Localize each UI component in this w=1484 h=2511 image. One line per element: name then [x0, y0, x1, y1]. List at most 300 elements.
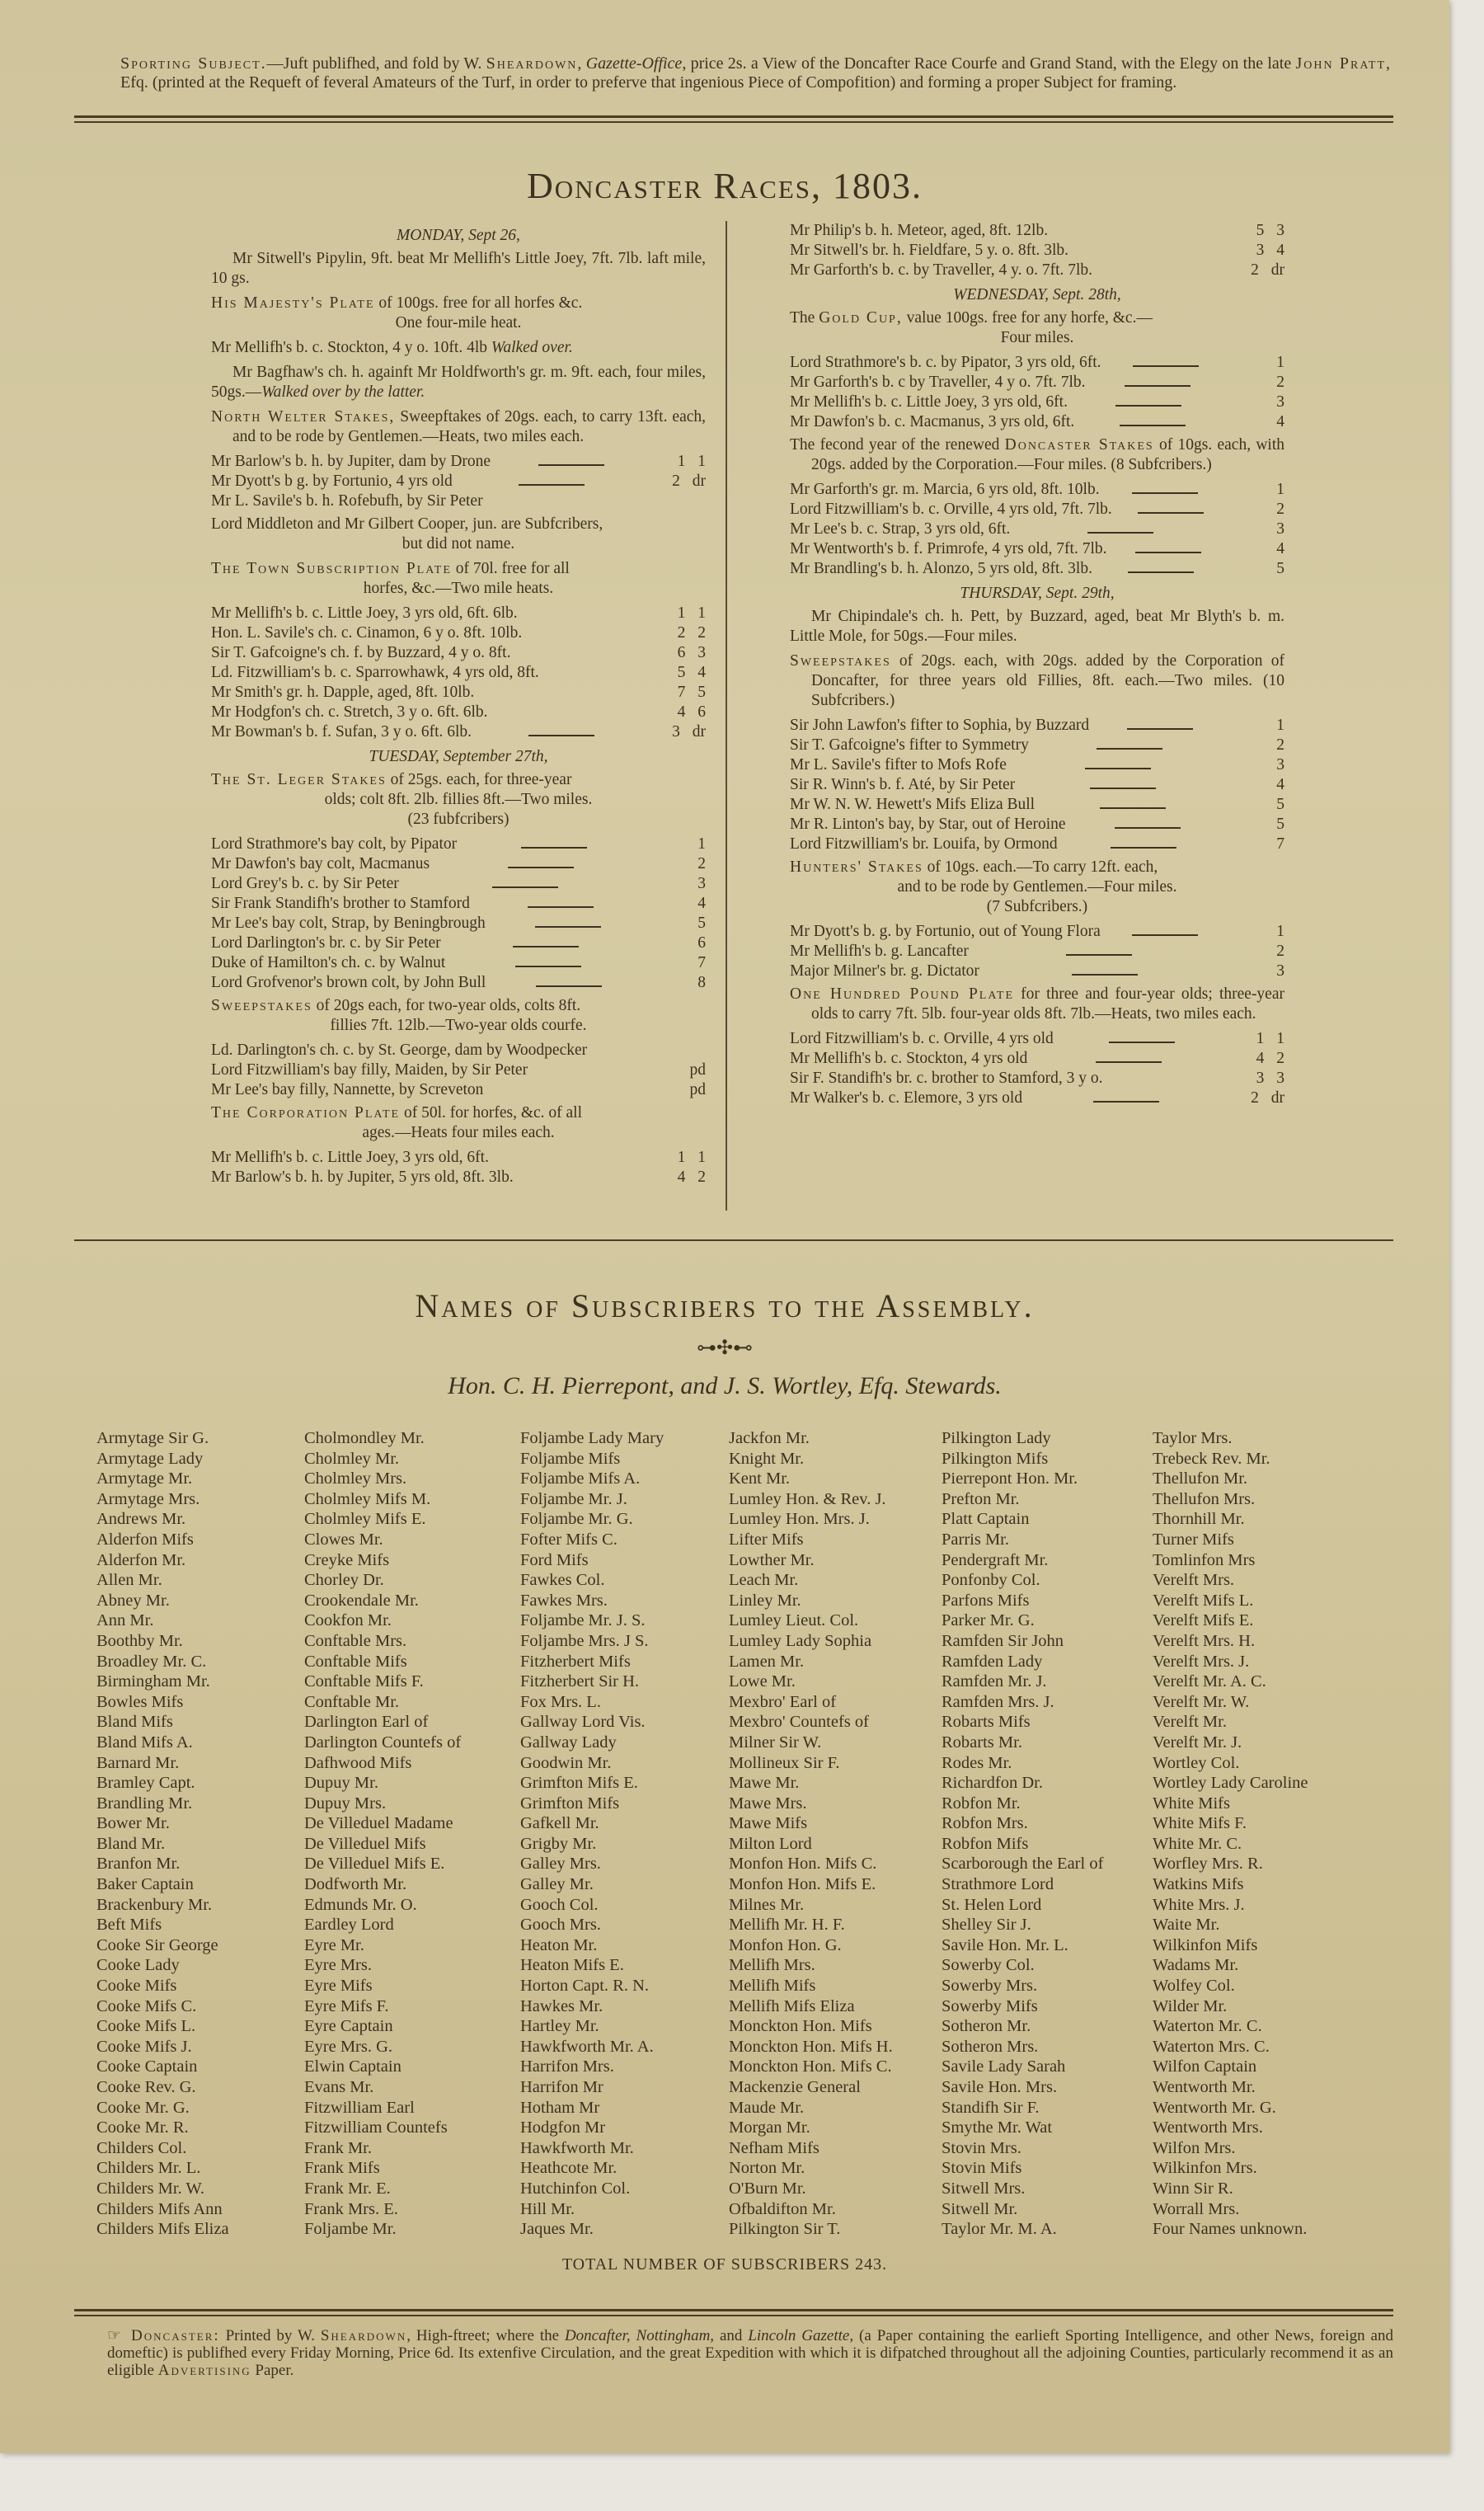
entry-result: 6: [697, 934, 706, 952]
subscriber-name: Grigby Mr.: [520, 1834, 597, 1853]
footer-text: Paper.: [251, 2362, 294, 2379]
entry-result: 1: [1276, 481, 1284, 498]
footer-gazette: Lincoln Gazette,: [748, 2327, 854, 2344]
entry-result: 7: [697, 954, 706, 971]
subscriber-name: Boothby Mr.: [96, 1631, 183, 1650]
entry-horse: Mr Dawfon's b. c. Macmanus, 3 yrs old, 6ft.: [790, 413, 1075, 430]
subscriber-name: Fitzherbert Sir H.: [520, 1672, 640, 1691]
subscriber-name: Mellifh Mifs Eliza: [729, 1996, 855, 2015]
race-entry: [790, 261, 1284, 280]
entry-horse: Mr Dyott's b g. by Fortunio, 4 yrs old: [211, 473, 453, 490]
entry-horse: Mr Lee's bay filly, Nannette, by Screveton: [211, 1081, 484, 1098]
subscriber-name: Alderfon Mifs: [96, 1530, 194, 1549]
subscriber-name: Wentworth Mrs.: [1153, 2118, 1263, 2137]
subscriber-name: Robfon Mrs.: [942, 1814, 1028, 1833]
race-entry: [790, 241, 1284, 261]
entry-result: 5 4: [677, 664, 706, 681]
subscriber-name: Trebeck Rev. Mr.: [1153, 1449, 1270, 1468]
subscriber-name: Cooke Captain: [96, 2057, 198, 2076]
entry-result: 5: [1276, 560, 1284, 577]
subscriber-name: Wortley Lady Caroline: [1153, 1774, 1308, 1793]
race-text: of 50l. for horfes, &c. of all: [400, 1104, 583, 1121]
entry-horse: Mr Smith's gr. h. Dapple, aged, 8ft. 10lb.: [211, 684, 475, 701]
subscriber-name: Kent Mr.: [729, 1469, 791, 1488]
subscriber-name: Cholmley Mifs E.: [304, 1510, 426, 1529]
subscriber-name: Linley Mr.: [729, 1591, 801, 1610]
subscriber-name: Ramfden Sir John: [942, 1631, 1064, 1650]
subscriber-name: Sowerby Mrs.: [942, 1977, 1038, 1996]
entry-horse: Ld. Fitzwilliam's b. c. Sparrowhawk, 4 yrs old, 8ft.: [211, 664, 539, 681]
subscriber-name: Pendergraft Mr.: [942, 1550, 1049, 1569]
subscriber-name: Bland Mifs: [96, 1713, 173, 1732]
entry-dash: [1087, 532, 1153, 534]
entry-result: 3: [1276, 520, 1284, 538]
race-text: of 10gs. each.—To carry 12ft. each,: [923, 858, 1158, 876]
footer-text: and: [714, 2327, 749, 2344]
entry-dash: [1109, 1042, 1175, 1043]
subscriber-name: Robarts Mifs: [942, 1713, 1031, 1732]
subscriber-name: Verelft Mr.: [1153, 1713, 1227, 1732]
subscriber-name: Childers Mr. L.: [96, 2159, 201, 2178]
race-description: [211, 249, 706, 289]
race-entry: [790, 755, 1284, 775]
entry-horse: Mr R. Linton's bay, by Star, out of Heroine: [790, 816, 1066, 833]
race-entry: [211, 472, 706, 491]
notice-text: ,: [577, 54, 586, 73]
subscriber-name: Mollineux Sir F.: [729, 1753, 840, 1772]
entry-horse: Sir T. Gafcoigne's ch. f. by Buzzard, 4 y o. 8ft.: [211, 644, 511, 661]
entry-horse: Duke of Hamilton's ch. c. by Walnut: [211, 954, 446, 971]
entry-result: 2 dr: [672, 473, 706, 490]
entry-horse: Sir T. Gafcoigne's fifter to Symmetry: [790, 736, 1029, 754]
subscriber-name: Harrifon Mr: [520, 2078, 603, 2096]
entry-result: 6 3: [677, 644, 706, 661]
footer-text: , High-ftreet; where the: [406, 2327, 565, 2344]
subscriber-name: Monfon Hon. Mifs E.: [729, 1875, 876, 1894]
entry-result: 2 dr: [1251, 1089, 1284, 1107]
subscriber-name: Pilkington Lady: [942, 1429, 1051, 1447]
subscriber-name: St. Helen Lord: [942, 1895, 1042, 1914]
race-entry: [790, 962, 1284, 981]
entry-horse: Lord Fitzwilliam's bay filly, Maiden, by Sir Peter: [211, 1061, 528, 1079]
footer-text: (a Paper containing the earlieft Sporting Intelligence, and other News, foreign and domeftic) is publifhed every Friday Morning, Price 6d. Its extenfive Circulation, and the great Expedition with which it is difpatched throughout all the adjoining Counties, particularly recommend it as an eligible: [107, 2327, 1393, 2379]
subscriber-name: Milton Lord: [729, 1834, 812, 1853]
entry-result: 1: [1276, 354, 1284, 371]
subscriber-name: Conftable Mifs: [304, 1652, 407, 1671]
subscriber-name: Eyre Mrs. G.: [304, 2037, 393, 2056]
entry-horse: Mr Hodgfon's ch. c. Stretch, 3 y o. 6ft. 6lb.: [211, 703, 488, 721]
race-entry: [211, 663, 706, 683]
subscriber-name: Wortley Col.: [1153, 1753, 1240, 1772]
subscriber-name: Childers Mr. W.: [96, 2179, 204, 2198]
footer-text: Printed by W.: [219, 2327, 321, 2344]
subscriber-name: Strathmore Lord: [942, 1875, 1054, 1894]
subscriber-column: [520, 1428, 664, 2240]
entry-dash: [1097, 748, 1162, 750]
subscriber-name: Mexbro' Earl of: [729, 1692, 837, 1711]
race-entry: [790, 1089, 1284, 1108]
entry-dash: [513, 946, 579, 948]
entry-horse: Lord Grofvenor's brown colt, by John Bull: [211, 974, 486, 991]
subscriber-name: Milner Sir W.: [729, 1733, 822, 1752]
race-entry: [211, 703, 706, 722]
subscriber-name: Cooke Mifs: [96, 1977, 177, 1996]
subscriber-name: Armytage Mr.: [96, 1469, 193, 1488]
subscriber-name: Watkins Mifs: [1153, 1875, 1244, 1894]
subscriber-name: Maude Mr.: [729, 2098, 805, 2117]
race-text: of 20gs. each, with 20gs. added by the Corporation of Doncafter, for three years old Fillies, 8ft. each.—Two miles. (10 Subfcribers.): [811, 652, 1284, 709]
entry-horse: Lord Grey's b. c. by Sir Peter: [211, 875, 399, 892]
race-entry: [211, 683, 706, 703]
subscriber-name: Verelft Mifs E.: [1153, 1611, 1254, 1630]
subscriber-name: De Villeduel Mifs E.: [304, 1855, 445, 1874]
race-text: Mr Chipindale's ch. h. Pett, by Buzzard, aged, beat Mr Blyth's b. m. Little Mole, for 50gs.—Four miles.: [790, 608, 1284, 645]
subscriber-name: Foljambe Mifs: [520, 1449, 621, 1468]
entry-horse: Mr Garforth's b. c. by Traveller, 4 y. o. 7ft. 7lb.: [790, 261, 1093, 279]
subscriber-column: [942, 1428, 1103, 2240]
race-text: Mr Bagfhaw's ch. h. againft Mr Holdfworth's gr. m. 9ft. each, four miles, 50gs.—: [211, 364, 706, 401]
entry-result: 1 1: [677, 604, 706, 622]
printer-footer: [107, 2327, 1393, 2379]
subscriber-name: Fox Mrs. L.: [520, 1692, 601, 1711]
entry-dash: [521, 847, 587, 849]
subscriber-name: Wilder Mr.: [1153, 1996, 1228, 2015]
notice-office: Gazette-Office: [585, 54, 683, 73]
subscriber-name: Bowles Mifs: [96, 1692, 184, 1711]
subscriber-name: Cholmondley Mr.: [304, 1429, 425, 1447]
subscriber-name: Mawe Mifs: [729, 1814, 808, 1833]
entry-dash: [1111, 847, 1176, 849]
subscriber-name: Robarts Mr.: [942, 1733, 1022, 1752]
entry-horse: Mr Dawfon's bay colt, Macmanus: [211, 855, 430, 872]
entry-dash: [515, 966, 581, 967]
subscriber-name: Evans Mr.: [304, 2078, 374, 2096]
subscriber-name: Monfon Hon. Mifs C.: [729, 1855, 877, 1874]
race-text: of 100gs. free for all horfes &c.: [374, 294, 583, 312]
entry-result: 2: [1276, 736, 1284, 754]
race-description: [211, 515, 706, 554]
race-entry: [790, 795, 1284, 815]
entry-result: 7 5: [677, 684, 706, 701]
race-entry: [790, 1069, 1284, 1089]
entry-horse: Mr Garforth's b. c by Traveller, 4 y o. 7ft. 7lb.: [790, 374, 1086, 391]
entry-dash: [1100, 807, 1166, 809]
subscriber-name: Nefham Mifs: [729, 2138, 819, 2157]
race-conditions: Four miles.: [1000, 329, 1074, 346]
subscriber-name: Cooke Mifs C.: [96, 1996, 197, 2015]
subscriber-name: Thornhill Mr.: [1153, 1510, 1245, 1529]
race-text: Sweepftakes of 20gs. each, to carry 13ft. each, and to be rode by Gentlemen.—Heats, two miles each.: [232, 408, 707, 445]
subscriber-name: Wadams Mr.: [1153, 1956, 1239, 1975]
race-conditions: (23 fubfcribers): [407, 811, 510, 828]
double-rule: [74, 115, 1393, 123]
race-name: Sweepstakes: [211, 997, 312, 1014]
race-text: Walked over.: [491, 339, 573, 356]
ornament-icon: ⊶✣⊷: [696, 1338, 754, 1359]
race-description: [790, 651, 1284, 711]
subscriber-name: Fitzwilliam Earl: [304, 2098, 415, 2117]
race-text: of 10gs. each, with 20gs. added by the Corporation.—Four miles. (8 Subfcribers.): [811, 436, 1284, 473]
subscriber-name: Wilfon Mrs.: [1153, 2138, 1236, 2157]
subscriber-name: De Villeduel Mifs: [304, 1834, 426, 1853]
subscriber-name: Crookendale Mr.: [304, 1591, 419, 1610]
race-name: Hunters' Stakes: [790, 858, 923, 876]
subscriber-name: Gooch Col.: [520, 1895, 599, 1914]
subscriber-name: Cholmley Mifs M.: [304, 1489, 431, 1508]
entry-dash: [1138, 512, 1204, 514]
race-entry: [211, 1148, 706, 1168]
subscriber-name: Bower Mr.: [96, 1814, 170, 1833]
race-text: The: [790, 309, 819, 327]
column-divider: [726, 221, 727, 1211]
entry-horse: Mr Lee's bay colt, Strap, by Beningbrough: [211, 915, 486, 932]
entry-result: 3 dr: [672, 723, 706, 741]
subscriber-name: Verelft Mrs.: [1153, 1571, 1235, 1590]
race-description: [211, 559, 706, 599]
subscriber-name: White Mr. C.: [1153, 1834, 1242, 1853]
entry-result: pd: [689, 1061, 706, 1079]
subscriber-name: Cholmley Mrs.: [304, 1469, 407, 1488]
entry-horse: Lord Strathmore's bay colt, by Pipator: [211, 835, 458, 853]
race-text: of 25gs. each, for three-year: [386, 771, 572, 788]
subscriber-name: Eyre Captain: [304, 2017, 393, 2036]
subscriber-name: Waite Mr.: [1153, 1916, 1220, 1935]
subscriber-name: Waterton Mr. C.: [1153, 2017, 1262, 2036]
entry-result: 2: [1276, 501, 1284, 518]
race-entry: [211, 973, 706, 993]
subscriber-name: Cookfon Mr.: [304, 1611, 392, 1630]
entry-horse: Mr Barlow's b. h. by Jupiter, 5 yrs old, 8ft. 3lb.: [211, 1169, 514, 1186]
entry-result: 5: [1276, 796, 1284, 813]
subscriber-name: Barnard Mr.: [96, 1753, 180, 1772]
subscriber-name: Ramfden Mr. J.: [942, 1672, 1047, 1691]
race-description: [790, 858, 1284, 917]
subscriber-name: Childers Col.: [96, 2138, 187, 2157]
subscriber-name: Dupuy Mrs.: [304, 1794, 387, 1813]
subscriber-name: Alderfon Mr.: [96, 1550, 186, 1569]
entry-horse: Mr Lee's b. c. Strap, 3 yrs old, 6ft.: [790, 520, 1011, 538]
entry-horse: Mr Philip's b. h. Meteor, aged, 8ft. 12lb.: [790, 222, 1049, 239]
entry-dash: [1072, 974, 1138, 976]
subscriber-name: Verelft Mr. W.: [1153, 1692, 1250, 1711]
entry-result: 1: [697, 835, 706, 853]
entry-result: 2: [697, 855, 706, 872]
subscriber-name: Cooke Mifs L.: [96, 2017, 196, 2036]
subscriber-name: Sowerby Col.: [942, 1956, 1035, 1975]
subscriber-name: Richardfon Dr.: [942, 1774, 1043, 1793]
subscriber-name: Sowerby Mifs: [942, 1996, 1038, 2015]
race-conditions: fillies 7ft. 12lb.—Two-year olds courfe.: [330, 1017, 587, 1034]
subscriber-column: [1153, 1428, 1308, 2240]
race-entry: [790, 736, 1284, 755]
subscriber-name: Cooke Mr. R.: [96, 2118, 189, 2137]
race-entry: [211, 623, 706, 643]
race-entry: [211, 452, 706, 472]
subscriber-name: Wolfey Col.: [1153, 1977, 1235, 1996]
race-entry: [211, 874, 706, 894]
double-rule: [74, 2309, 1393, 2316]
subscriber-name: Lowe Mr.: [729, 1672, 796, 1691]
subscriber-name: Smythe Mr. Wat: [942, 2118, 1053, 2137]
entry-result: 5 3: [1256, 222, 1284, 239]
subscriber-name: Broadley Mr. C.: [96, 1652, 207, 1671]
entry-horse: Mr Walker's b. c. Elemore, 3 yrs old: [790, 1089, 1023, 1107]
entry-horse: Mr Mellifh's b. c. Little Joey, 3 yrs old, 6ft.: [790, 393, 1068, 411]
race-conditions: ages.—Heats four miles each.: [362, 1124, 555, 1141]
subscriber-name: Pilkington Sir T.: [729, 2220, 841, 2239]
subscriber-name: Childers Mifs Ann: [96, 2199, 223, 2218]
subscriber-name: Worrall Mrs.: [1153, 2199, 1240, 2218]
subscriber-name: Rodes Mr.: [942, 1753, 1012, 1772]
subscriber-name: Thellufon Mrs.: [1153, 1489, 1256, 1508]
subscriber-name: Frank Mr.: [304, 2138, 372, 2157]
subscriber-name: Chorley Dr.: [304, 1571, 384, 1590]
entry-result: 4 6: [677, 703, 706, 721]
subscriber-name: Hodgfon Mr: [520, 2118, 606, 2137]
race-entry: [211, 835, 706, 854]
subscriber-name: Elwin Captain: [304, 2057, 402, 2076]
race-entry: [790, 500, 1284, 520]
entry-dash: [1120, 425, 1186, 426]
entry-dash: [1115, 827, 1181, 829]
race-entry: [790, 775, 1284, 795]
subscriber-name: Savile Hon. Mrs.: [942, 2078, 1058, 2096]
subscriber-name: Conftable Mifs F.: [304, 1672, 424, 1691]
race-description: [211, 407, 706, 447]
race-description: [211, 770, 706, 830]
race-entry: [211, 491, 706, 511]
race-entry: [790, 412, 1284, 432]
subscriber-name: Wilkinfon Mrs.: [1153, 2159, 1257, 2178]
subscriber-name: Childers Mifs Eliza: [96, 2220, 229, 2239]
notice-name: John Pratt: [1295, 54, 1386, 73]
subscriber-name: Sotheron Mrs.: [942, 2037, 1039, 2056]
subscriber-name: Hawkfworth Mr.: [520, 2138, 634, 2157]
subscriber-name: White Mifs F.: [1153, 1814, 1247, 1833]
subscriber-name: Gallway Lady: [520, 1733, 617, 1752]
subscriber-name: Robfon Mifs: [942, 1834, 1029, 1853]
subscriber-name: Morgan Mr.: [729, 2118, 810, 2137]
subscriber-name: Abney Mr.: [96, 1591, 170, 1610]
subscriber-name: Grimfton Mifs: [520, 1794, 620, 1813]
subscriber-name: Mellifh Mr. H. F.: [729, 1916, 845, 1935]
race-conditions: and to be rode by Gentlemen.—Four miles.: [897, 878, 1177, 896]
entry-result: 1: [1276, 923, 1284, 940]
subscriber-name: Armytage Mrs.: [96, 1489, 200, 1508]
subscriber-name: O'Burn Mr.: [729, 2179, 806, 2198]
entry-horse: Mr Wentworth's b. f. Primrofe, 4 yrs old, 7ft. 7lb.: [790, 540, 1107, 557]
entry-dash: [492, 886, 558, 888]
entry-result: 1: [1276, 717, 1284, 734]
entry-horse: Lord Strathmore's b. c. by Pipator, 3 yrs old, 6ft.: [790, 354, 1101, 371]
notice-text: , price 2s. a View of the Doncafter Race Courfe and Grand Stand, with the Elegy on the late: [682, 54, 1296, 73]
entry-dash: [1127, 728, 1193, 730]
entry-horse: Mr Mellifh's b. c. Stockton, 4 yrs old: [790, 1050, 1028, 1067]
race-description: [211, 363, 706, 402]
subscriber-name: Shelley Sir J.: [942, 1916, 1031, 1935]
subscriber-name: Monfon Hon. G.: [729, 1935, 842, 1954]
subscriber-name: Fitzherbert Mifs: [520, 1652, 631, 1671]
subscriber-name: Hartley Mr.: [520, 2017, 599, 2036]
subscriber-name: Conftable Mr.: [304, 1692, 400, 1711]
subscriber-name: Knight Mr.: [729, 1449, 805, 1468]
subscriber-name: De Villeduel Madame: [304, 1814, 453, 1833]
race-text: value 100gs. free for any horfe, &c.—: [902, 309, 1153, 327]
race-entry: [211, 604, 706, 623]
footer-advertising: Advertising: [157, 2362, 251, 2379]
subscriber-name: Monckton Hon. Mifs: [729, 2017, 872, 2036]
subscriber-name: Hill Mr.: [520, 2199, 575, 2218]
race-description: [790, 308, 1284, 348]
subscriber-name: Branfon Mr.: [96, 1855, 181, 1874]
entry-dash: [536, 985, 602, 987]
entry-horse: Sir F. Standifh's br. c. brother to Stamford, 3 y o.: [790, 1070, 1103, 1087]
subscriber-name: Eyre Mifs: [304, 1977, 373, 1996]
race-text: of 70l. free for all: [451, 560, 570, 577]
subscriber-name: Savile Hon. Mr. L.: [942, 1935, 1068, 1954]
day-heading: THURSDAY, Sept. 29th,: [960, 585, 1115, 602]
subscriber-name: Dafhwood Mifs: [304, 1753, 412, 1772]
subscriber-name: Darlington Earl of: [304, 1713, 429, 1732]
subscriber-name: Heaton Mifs E.: [520, 1956, 624, 1975]
race-entry: [790, 835, 1284, 854]
entry-horse: Major Milner's br. g. Dictator: [790, 962, 979, 980]
subscriber-name: Ofbaldifton Mr.: [729, 2199, 836, 2218]
day-heading: TUESDAY, September 27th,: [369, 748, 548, 765]
subscriber-name: Ford Mifs: [520, 1550, 589, 1569]
subscriber-name: Fawkes Mrs.: [520, 1591, 608, 1610]
entry-result: 1 1: [677, 453, 706, 470]
subscriber-name: Norton Mr.: [729, 2159, 805, 2178]
race-text: of 20gs each, for two-year olds, colts 8ft.: [312, 997, 581, 1014]
entry-dash: [528, 735, 594, 736]
subscriber-name: Cooke Sir George: [96, 1935, 218, 1954]
subscriber-name: Fofter Mifs C.: [520, 1530, 618, 1549]
footer-papers: Doncafter, Nottingham,: [564, 2327, 715, 2344]
entry-result: 2 dr: [1251, 261, 1284, 279]
subscriber-name: Worfley Mrs. R.: [1153, 1855, 1263, 1874]
race-name: Gold Cup,: [819, 309, 903, 327]
entry-dash: [519, 484, 585, 486]
subscriber-name: Mawe Mr.: [729, 1774, 800, 1793]
race-name: The Town Subscription Plate: [211, 560, 452, 577]
entry-dash: [1096, 1061, 1162, 1063]
subscriber-name: Armytage Lady: [96, 1449, 204, 1468]
race-name: North Welter Stakes,: [211, 408, 396, 426]
subscriber-name: Waterton Mrs. C.: [1153, 2037, 1270, 2056]
subscriber-column: [304, 1428, 461, 2240]
entry-result: 1 1: [677, 1149, 706, 1166]
race-entry: [211, 953, 706, 973]
entry-horse: Lord Fitzwilliam's b. c. Orville, 4 yrs old: [790, 1030, 1054, 1047]
day-heading: WEDNESDAY, Sept. 28th,: [953, 286, 1121, 303]
subscriber-name: Four Names unknown.: [1153, 2220, 1308, 2239]
subscriber-name: Mellifh Mrs.: [729, 1956, 815, 1975]
subscriber-name: Wentworth Mr. G.: [1153, 2098, 1276, 2117]
subscriber-name: Allen Mr.: [96, 1571, 162, 1590]
entry-horse: Mr L. Savile's fifter to Mofs Rofe: [790, 756, 1007, 774]
subscriber-name: Leach Mr.: [729, 1571, 799, 1590]
entry-dash: [1066, 954, 1132, 956]
subscriber-name: Eyre Mr.: [304, 1935, 364, 1954]
sporting-subject-notice: [120, 54, 1390, 92]
entry-result: 4: [1276, 413, 1284, 430]
subscriber-name: Armytage Sir G.: [96, 1429, 209, 1447]
entry-result: 3: [1276, 962, 1284, 980]
race-entry: [211, 894, 706, 914]
subscriber-name: Lamen Mr.: [729, 1652, 805, 1671]
entry-result: 5: [1276, 816, 1284, 833]
